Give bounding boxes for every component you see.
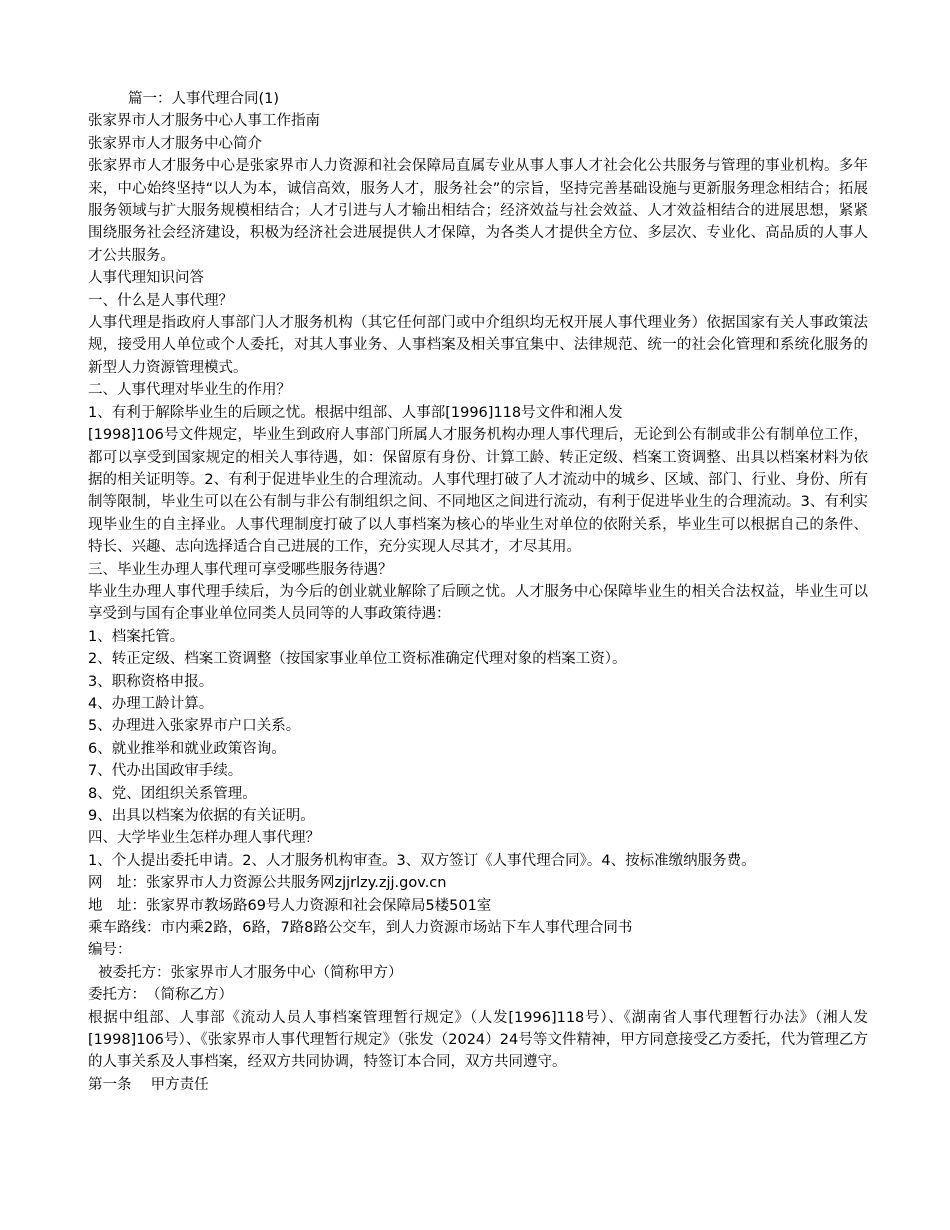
document-heading: 篇一：人事代理合同(1) xyxy=(128,91,280,107)
contract-number: 编号： xyxy=(88,942,132,959)
qa-title: 人事代理知识问答 xyxy=(88,270,204,287)
party-a: 被委托方：张家界市人才服务中心（简称甲方） xyxy=(98,964,403,981)
answer-2-body: [1998]106号文件规定，毕业生到政府人事部门所属人才服务机构办理人事代理后，无论到公有制或非公有制单位工作，都可以享受到国家规定的相关人事待遇，如：保留原有身份、计算工龄、转正定级、档案工资调整、出具以档案材料为依据的相关证明等。2、有利于促进毕业生的合理流动。人事代理打破了人才流动中的城乡、区域、部门、行业、身份、所有制等限制，毕业生可以在公有制与非公有制组织之间、不同地区之间进行流动，有利于促进毕业生的合理流动。3、有利实现毕业生的自主择业。人事代理制度打破了以人事档案为核心的毕业生对单位的依附关系，毕业生可以根据自己的条件、特长、兴趣、志向选择适合自己进展的工作，充分实现人尽其才，才尽其用。 xyxy=(88,427,868,556)
question-4: 四、大学毕业生怎样办理人事代理？ xyxy=(88,830,320,847)
answer-4: 1、个人提出委托申请。2、人才服务机构审查。3、双方签订《人事代理合同》。4、按标准缴纳服务费。 xyxy=(88,852,756,869)
answer-3: 毕业生办理人事代理手续后，为今后的创业就业解除了后顾之忧。人才服务中心保障毕业生的相关合法权益，毕业生可以享受到与国有企事业单位同类人员同等的人事政策待遇： xyxy=(88,583,868,623)
website-line: 网 址：张家界市人力资源公共服务网zjjrlzy.zjj.gov.cn xyxy=(88,875,447,892)
article-1-title: 第一条 甲方责任 xyxy=(88,1076,209,1093)
org-title: 张家界市人才服务中心人事工作指南 xyxy=(88,113,320,130)
party-b: 委托方： （简称乙方） xyxy=(88,987,233,1004)
bus-route-line: 乘车路线：市内乘2路，6路，7路8路公交车，到人力资源市场站下车人事代理合同书 xyxy=(88,920,633,937)
intro-paragraph: 张家界市人才服务中心是张家界市人力资源和社会保障局直属专业从事人事人才社会化公共服务与管理的事业机构。多年来，中心始终坚持“以人为本，诚信高效，服务人才，服务社会”的宗旨，坚持完善基础设施与更新服务理念相结合；拓展服务领域与扩大服务规模相结合；人才引进与人才输出相结合；经济效益与社会效益、人才效益相结合的进展思想，紧紧围绕服务社会经济建设，积极为经济社会进展提供人才保障，为各类人才提供全方位、多层次、专业化、高品质的人事人才公共服务。 xyxy=(88,158,868,264)
question-2: 二、人事代理对毕业生的作用？ xyxy=(88,382,291,399)
contract-preamble: 根据中组部、人事部《流动人员人事档案管理暂行规定》（人发[1996]118号）、《湖南省人事代理暂行办法》（湘人发[1998]106号）、《张家界市人事代理暂行规定》（张发（2024）24号等文件精神，甲方同意接受乙方委托，代为管理乙方的人事关系及人事档案，经双方共同协调，特签订本合同，双方共同遵守。 xyxy=(88,1009,868,1071)
answer-1: 人事代理是指政府人事部门人才服务机构（其它任何部门或中介组织均无权开展人事代理业务）依据国家有关人事政策法规，接受用人单位或个人委托，对其人事业务、人事档案及相关事宜集中、法律规范、统一的社会化管理和系统化服务的新型人力资源管理模式。 xyxy=(88,315,868,376)
service-item: 6、就业推举和就业政策咨询。 xyxy=(88,740,286,757)
service-item: 3、职称资格申报。 xyxy=(88,673,214,690)
service-item: 2、转正定级、档案工资调整（按国家事业单位工资标准确定代理对象的档案工资）。 xyxy=(88,651,627,668)
service-item: 7、代办出国政审手续。 xyxy=(88,763,243,780)
intro-title: 张家界市人才服务中心简介 xyxy=(88,135,262,152)
question-3: 三、毕业生办理人事代理可享受哪些服务待遇？ xyxy=(88,561,393,578)
address-line: 地 址：张家界市教场路69号人力资源和社会保障局5楼501室 xyxy=(88,897,492,914)
answer-2-first-line: 1、有利于解除毕业生的后顾之忧。根据中组部、人事部[1996]118号文件和湘人发 xyxy=(88,404,623,421)
service-item: 4、办理工龄计算。 xyxy=(88,695,214,712)
document-page xyxy=(88,88,868,1096)
service-item: 9、出具以档案为依据的有关证明。 xyxy=(88,808,315,824)
service-item: 8、党、团组织关系管理。 xyxy=(88,785,257,802)
service-item: 1、档案托管。 xyxy=(88,628,185,645)
question-1: 一、什么是人事代理？ xyxy=(88,292,233,309)
service-item: 5、办理进入张家界市户口关系。 xyxy=(88,718,301,735)
